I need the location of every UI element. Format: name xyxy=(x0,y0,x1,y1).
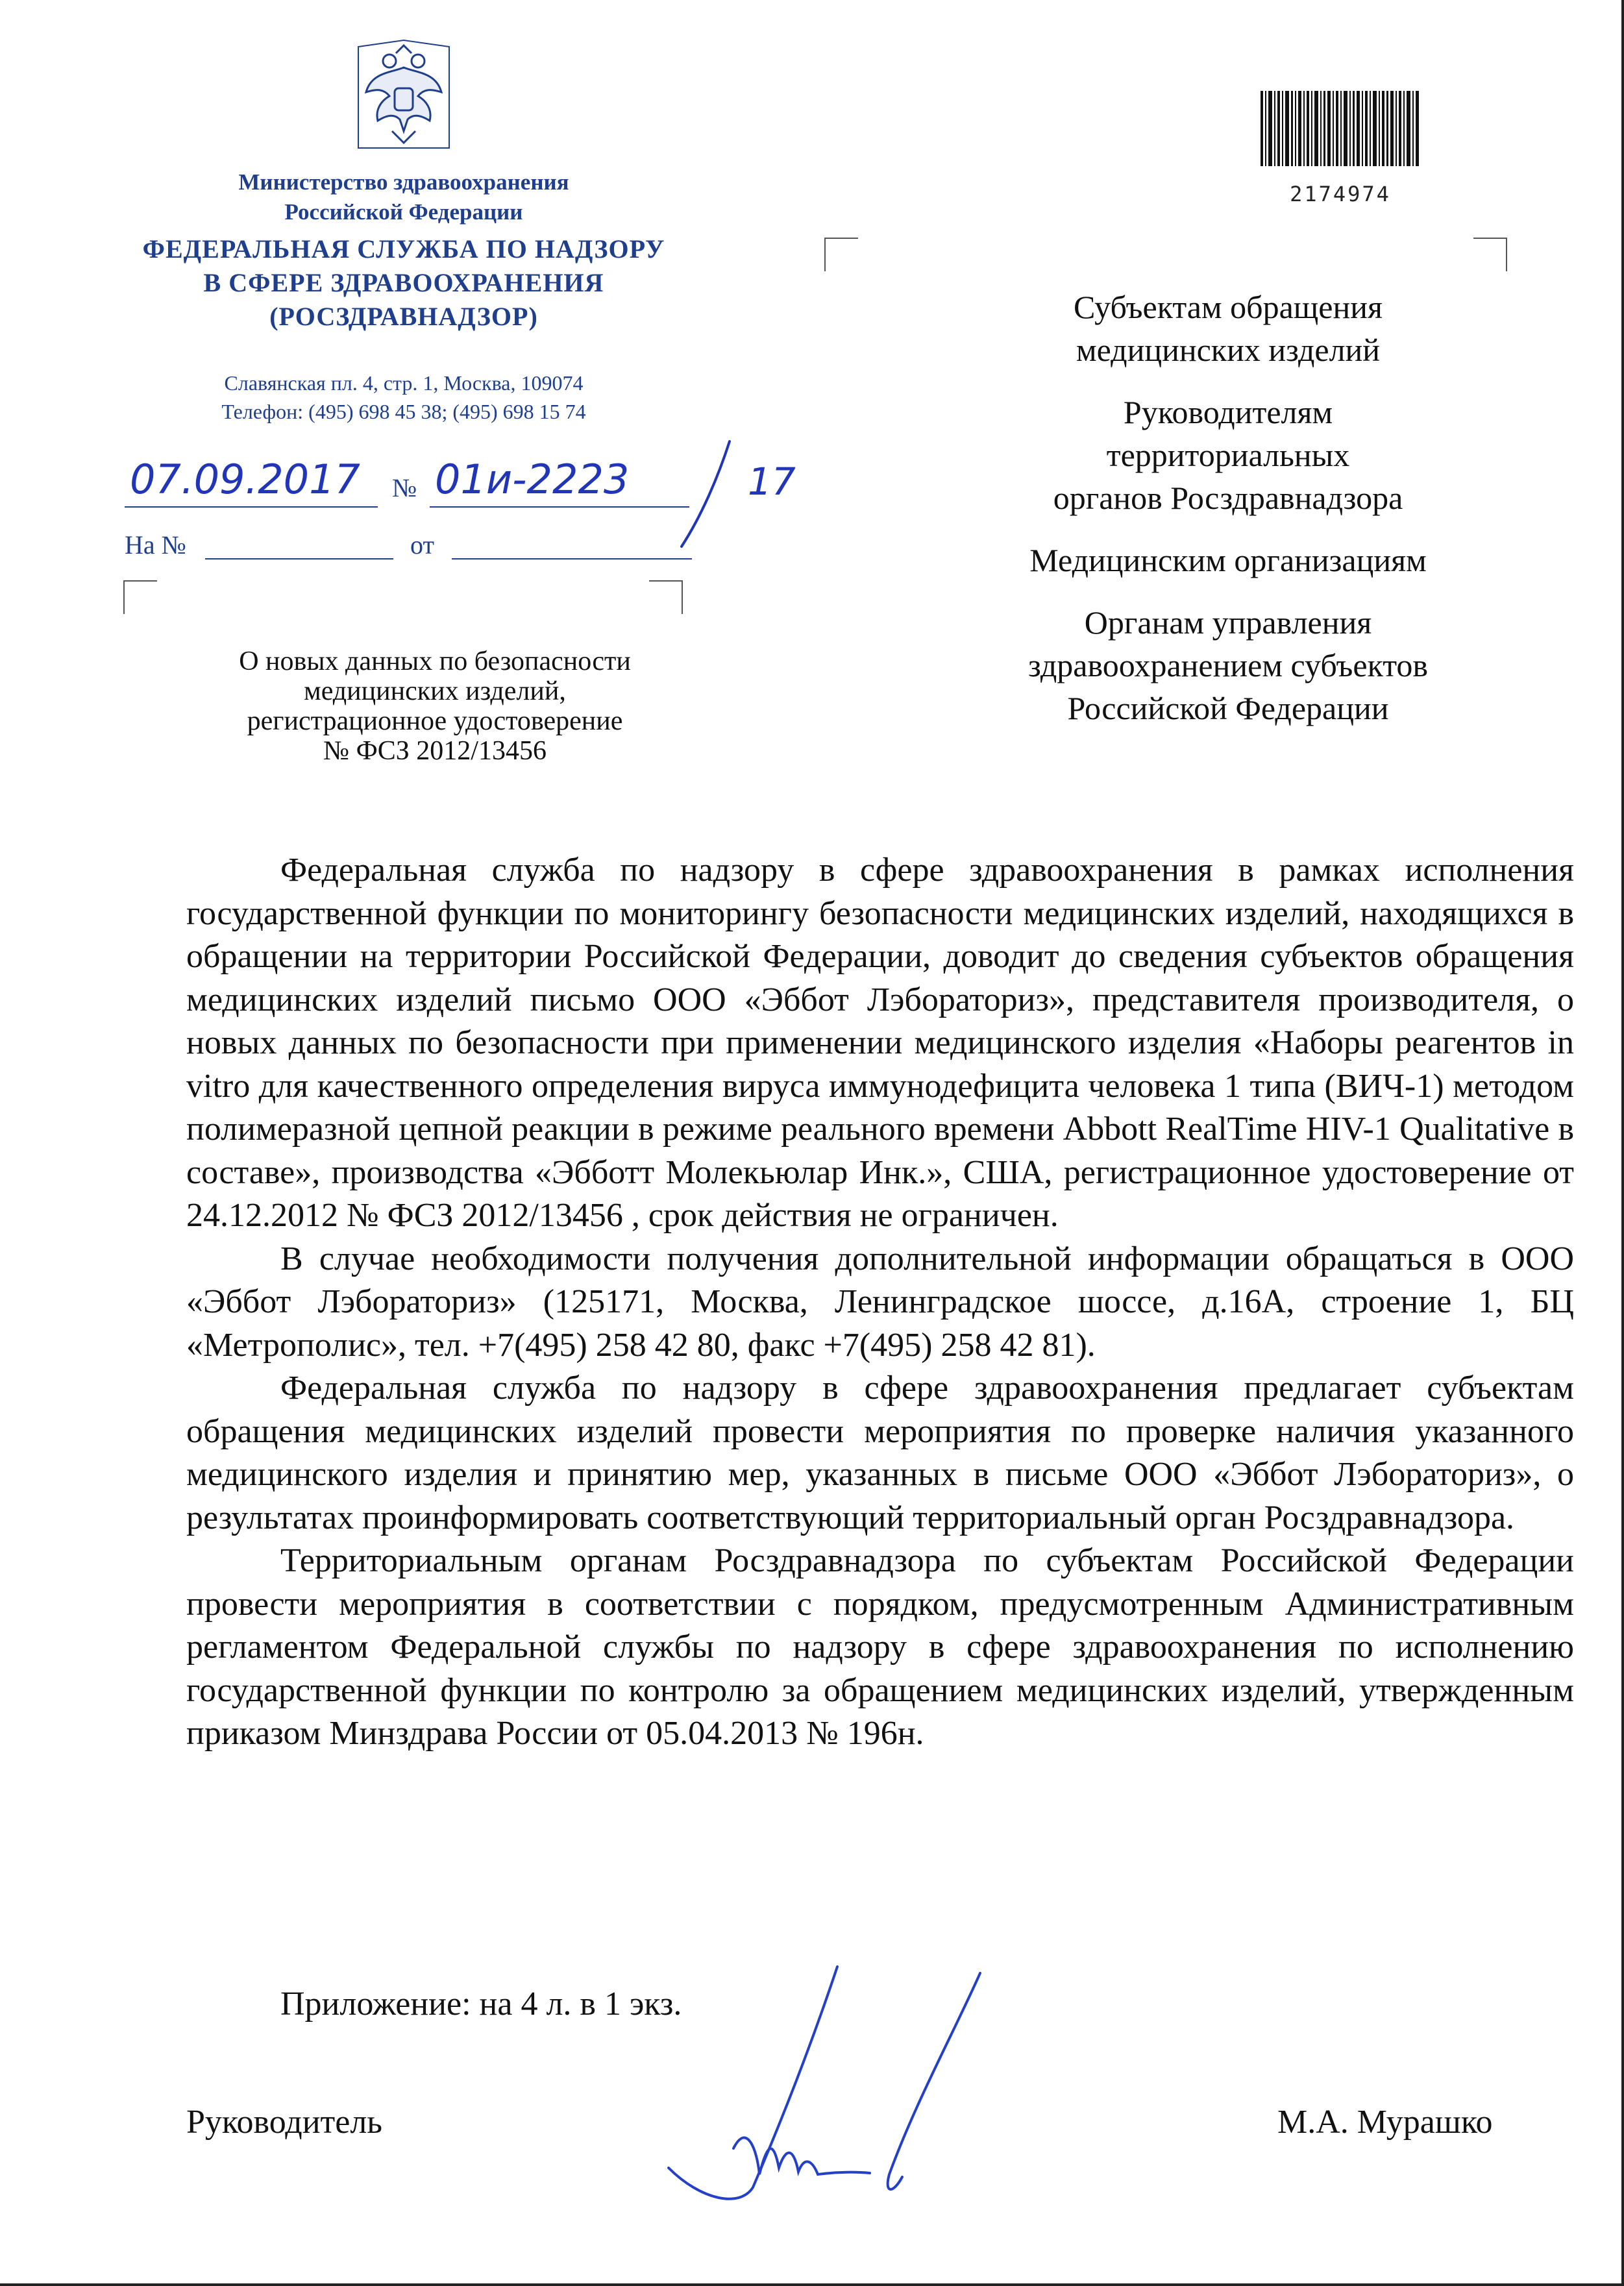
addressee-group xyxy=(904,286,1553,371)
ministry-name xyxy=(125,167,683,227)
postal-address: Славянская пл. 4, стр. 1, Москва, 109074 xyxy=(224,371,584,395)
addressee-block xyxy=(904,286,1553,749)
barcode-bars-icon xyxy=(1259,91,1421,166)
signer-name: М.А. Мурашко xyxy=(1277,2104,1493,2141)
addressee-group xyxy=(904,391,1553,519)
body-paragraph: Федеральная служба по надзору в сфере здравоохранения в рамках исполнения государственной функции по мониторингу безопасности медицинских изделий, находящихся в обращении на территории Российской Федерации, доводит до сведения субъектов обращения медицинских изделий письмо ООО «Эббот Лэбораториз», представителя производителя, о новых данных по безопасности при применении медицинского изделия «Наборы реагентов in vitro для качественного определения вируса иммунодефицита человека 1 типа (ВИЧ-1) методом полимеразной цепной реакции в режиме реального времени Abbott RealTime HIV-1 Qualitative в составе», производства «Эбботт Молекьюлар Инк.», США, регистрационное удостоверение от 24.12.2012 № ФСЗ 2012/13456 , срок действия не ограничен. xyxy=(186,852,1574,1234)
number-label: № xyxy=(392,473,417,502)
signer-position: Руководитель xyxy=(186,2104,382,2141)
addressee-line: Медицинским организациям xyxy=(1029,542,1427,578)
ministry-line: Российской Федерации xyxy=(284,199,523,225)
letterhead-address xyxy=(125,369,683,426)
subject-line: регистрационное удостоверение xyxy=(247,706,623,736)
addressee-line: медицинских изделий xyxy=(1076,332,1381,368)
incoming-date-blank xyxy=(452,558,692,559)
service-line: ФЕДЕРАЛЬНАЯ СЛУЖБА ПО НАДЗОРУ xyxy=(142,234,665,264)
subject-line: О новых данных по безопасности xyxy=(239,646,631,676)
page-edge-right xyxy=(1621,0,1624,2286)
addressee-line: территориальных xyxy=(1106,437,1350,473)
eagle-emblem-icon xyxy=(352,34,456,154)
registration-number: 01и-2223 xyxy=(435,456,630,503)
attachment-note: Приложение: на 4 л. в 1 экз. xyxy=(280,1985,682,2022)
subject-line: № ФСЗ 2012/13456 xyxy=(323,736,547,766)
date-underline xyxy=(125,506,378,508)
addressee-line: Руководителям xyxy=(1123,394,1333,430)
addressee-line: Органам управления xyxy=(1084,604,1372,641)
page-edge-bottom xyxy=(0,2283,1624,2286)
registration-line xyxy=(125,456,796,510)
subject-corner-left xyxy=(123,580,157,614)
letter-subject xyxy=(169,646,701,766)
body-paragraph: Федеральная служба по надзору в сфере здравоохранения предлагает субъектам обращения медицинских изделий провести мероприятия по проверке наличия указанного медицинского изделия и принятию мер, указанных в письме ООО «Эббот Лэбораториз», о результатах проинформировать соответствующий территориальный орган Росздравнадзора. xyxy=(186,1370,1574,1536)
letter-body xyxy=(186,849,1574,1756)
incoming-reference xyxy=(125,530,696,562)
service-name xyxy=(92,232,715,334)
addressee-line: Российской Федерации xyxy=(1067,690,1389,726)
incoming-number-blank xyxy=(205,558,393,559)
number-underline xyxy=(430,506,689,508)
registration-date: 07.09.2017 xyxy=(130,456,360,503)
phone-numbers: Телефон: (495) 698 45 38; (495) 698 15 74 xyxy=(221,400,586,423)
incoming-number-label: На № xyxy=(125,530,186,559)
barcode-number: 2174974 xyxy=(1290,182,1391,206)
service-line: В СФЕРЕ ЗДРАВООХРАНЕНИЯ xyxy=(203,268,604,297)
body-paragraph: Территориальным органам Росздравнадзора по субъектам Российской Федерации провести мероприятия в соответствии с порядком, предусмотренным Административным регламентом Федеральной службы по надзору в сфере здравоохранения по исполнению государственной функции по контролю за обращением медицинских изделий, утвержденным приказом Минздрава России от 05.04.2013 № 196н. xyxy=(186,1542,1574,1752)
ministry-line: Министерство здравоохранения xyxy=(238,169,569,195)
addressee-corner-left xyxy=(824,238,858,271)
body-paragraph: В случае необходимости получения дополнительной информации обращаться в ООО «Эббот Лэбораториз» (125171, Москва, Ленинградское шоссе, д.16А, строение 1, БЦ «Метрополис», тел. +7(495) 258 42 80, факс +7(495) 258 42 81). xyxy=(186,1240,1574,1364)
subject-line: медицинских изделий, xyxy=(304,676,566,706)
signature-icon xyxy=(643,1954,1006,2207)
service-line: (РОСЗДРАВНАДЗОР) xyxy=(269,302,538,331)
incoming-from-label: от xyxy=(410,530,434,559)
addressee-line: органов Росздравнадзора xyxy=(1053,480,1403,516)
addressee-group xyxy=(904,539,1553,582)
addressee-corner-right xyxy=(1473,238,1507,271)
registration-suffix: 17 xyxy=(748,460,796,504)
addressee-group xyxy=(904,601,1553,730)
addressee-line: Субъектам обращения xyxy=(1074,289,1383,325)
barcode xyxy=(1259,91,1421,206)
addressee-line: здравоохранением субъектов xyxy=(1027,647,1429,683)
subject-corner-right xyxy=(649,580,683,614)
